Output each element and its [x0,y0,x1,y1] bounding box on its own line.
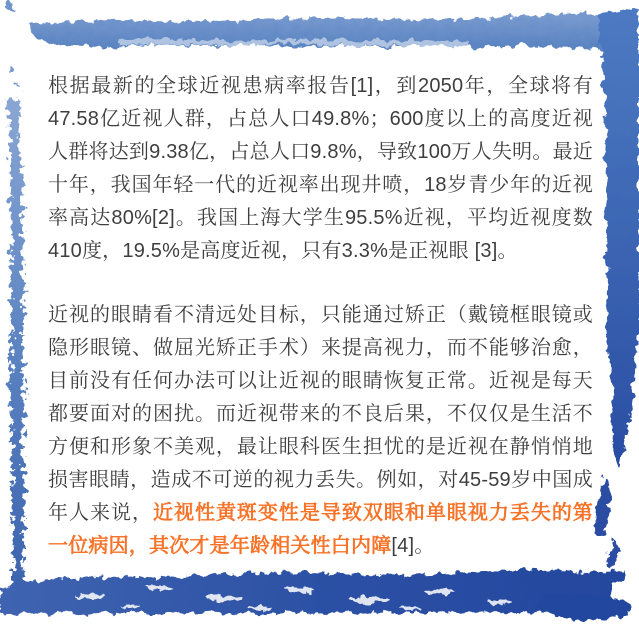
article-content [48,70,593,563]
brush-top-stroke [30,12,639,52]
paragraph-2-text: 近视的眼睛看不清远处目标，只能通过矫正（戴镜框眼镜或隐形眼镜、做屈光矫正手术）来提高视力，而不能够治愈，目前没有任何办法可以让近视的眼睛恢复正常。近视是每天都要面对的困扰。而近视带来的不良后果，不仅仅是生活不方便和形象不美观，最让眼科医生担忧的是近视在静悄悄地损害眼睛，造成不可逆的视力丢失。例如，对45-59岁中国成年人来说， [48,304,593,524]
paragraph-2-highlight: 近视性黄斑变性是导致双眼和单眼视力丢失的第一位病因，其次才是年龄相关性白内障 [48,502,594,557]
brush-right-stroke [596,8,639,569]
brush-bottom-stroke [0,570,631,620]
paragraph-2-citation: [4]。 [391,535,435,557]
paragraph-1: 根据最新的全球近视患病率报告[1]，到2050年，全球将有47.58亿近视人群，占总人口49.8%；600度以上的高度近视人群将达到9.38亿，占总人口9.8%，导致100万人失明。最近十年，我国年轻一代的近视率出现井喷，18岁青少年的近视率高达80%[2]。我国上海大学生95.5%近视，平均近视度数410度，19.5%是高度近视，只有3.3%是正视眼 [3]。 [48,75,593,262]
brush-left-stroke [5,2,26,592]
paragraph-2 [48,299,593,563]
